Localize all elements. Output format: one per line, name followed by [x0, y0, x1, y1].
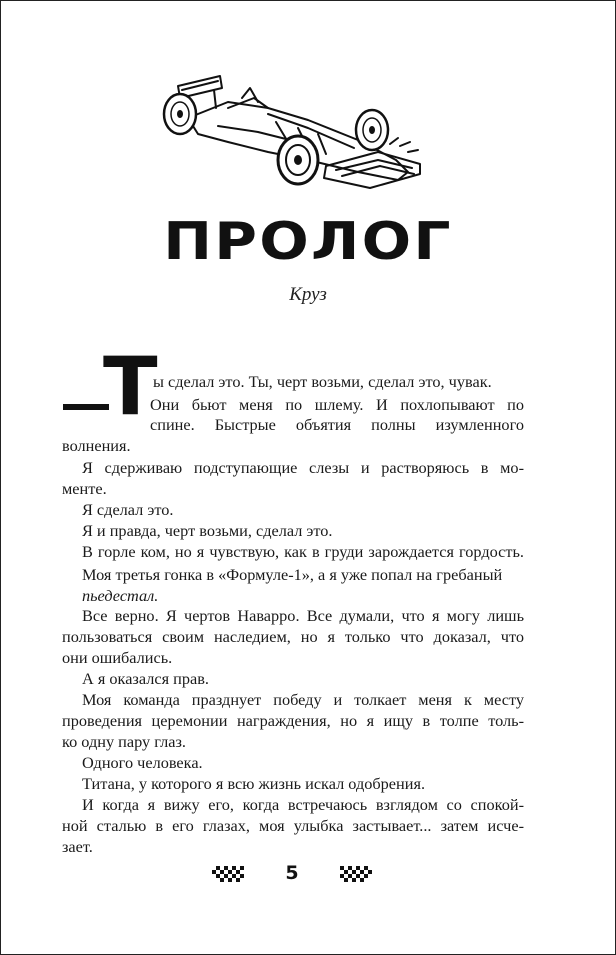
text-line: Я и правда, черт возьми, сделал это. [82, 521, 333, 540]
text-line: пользоваться своим наследием, но я только что доказал, что [62, 627, 524, 646]
text-line: проведения церемонии награждения, но я ищу в толпе толь- [62, 711, 524, 730]
text-line-main: Моя третья гонка в «Формуле-1», а я уже попал на гребаный [82, 565, 503, 584]
text-line: В горле ком, но я чувствую, как в груди зарождается гордость. [82, 542, 524, 561]
text-line: А я оказался прав. [82, 669, 209, 688]
text-line: Титана, у которого я всю жизнь искал одобрения. [82, 774, 426, 793]
text-line: Я сделал это. [82, 500, 174, 519]
text-line-italic: пьедестал. [82, 586, 159, 605]
text-line: зает. [62, 837, 93, 856]
checkered-flag-left-icon [212, 864, 244, 882]
text-line: волнения. [62, 436, 131, 455]
text-line: ной сталью в его глазах, моя улыбка застывает... затем исче- [62, 816, 524, 835]
text-line: ы сделал это. Ты, черт возьми, сделал это, чувак. [153, 372, 492, 391]
page-number: 5 [285, 862, 299, 884]
page-footer [0, 862, 616, 884]
chapter-title: ПРОЛОГ [163, 212, 453, 272]
text-line: менте. [62, 479, 107, 498]
text-line: Моя команда празднует победу и толкает меня к месту [82, 690, 524, 709]
dropcap-letter: Т [103, 340, 158, 433]
formula-1-car-illustration [158, 68, 426, 196]
text-line: спине. Быстрые объятия полны изумленного [150, 415, 524, 434]
text-line: Я сдерживаю подступающие слезы и растворяюсь в мо- [82, 458, 524, 477]
text-line: Они бьют меня по шлему. И похлопывают по [150, 395, 524, 414]
text-line: они ошибались. [62, 648, 173, 667]
checkered-flag-right-icon [340, 864, 372, 882]
chapter-subtitle: Круз [289, 284, 327, 305]
text-line [82, 564, 524, 606]
text-line: Все верно. Я чертов Наварро. Все думали, что я могу лишь [82, 606, 524, 625]
text-line: Одного человека. [82, 753, 203, 772]
text-line: И когда я вижу его, когда встречаюсь взглядом со спокой- [82, 795, 524, 814]
text-line: ко одну пару глаз. [62, 732, 186, 751]
